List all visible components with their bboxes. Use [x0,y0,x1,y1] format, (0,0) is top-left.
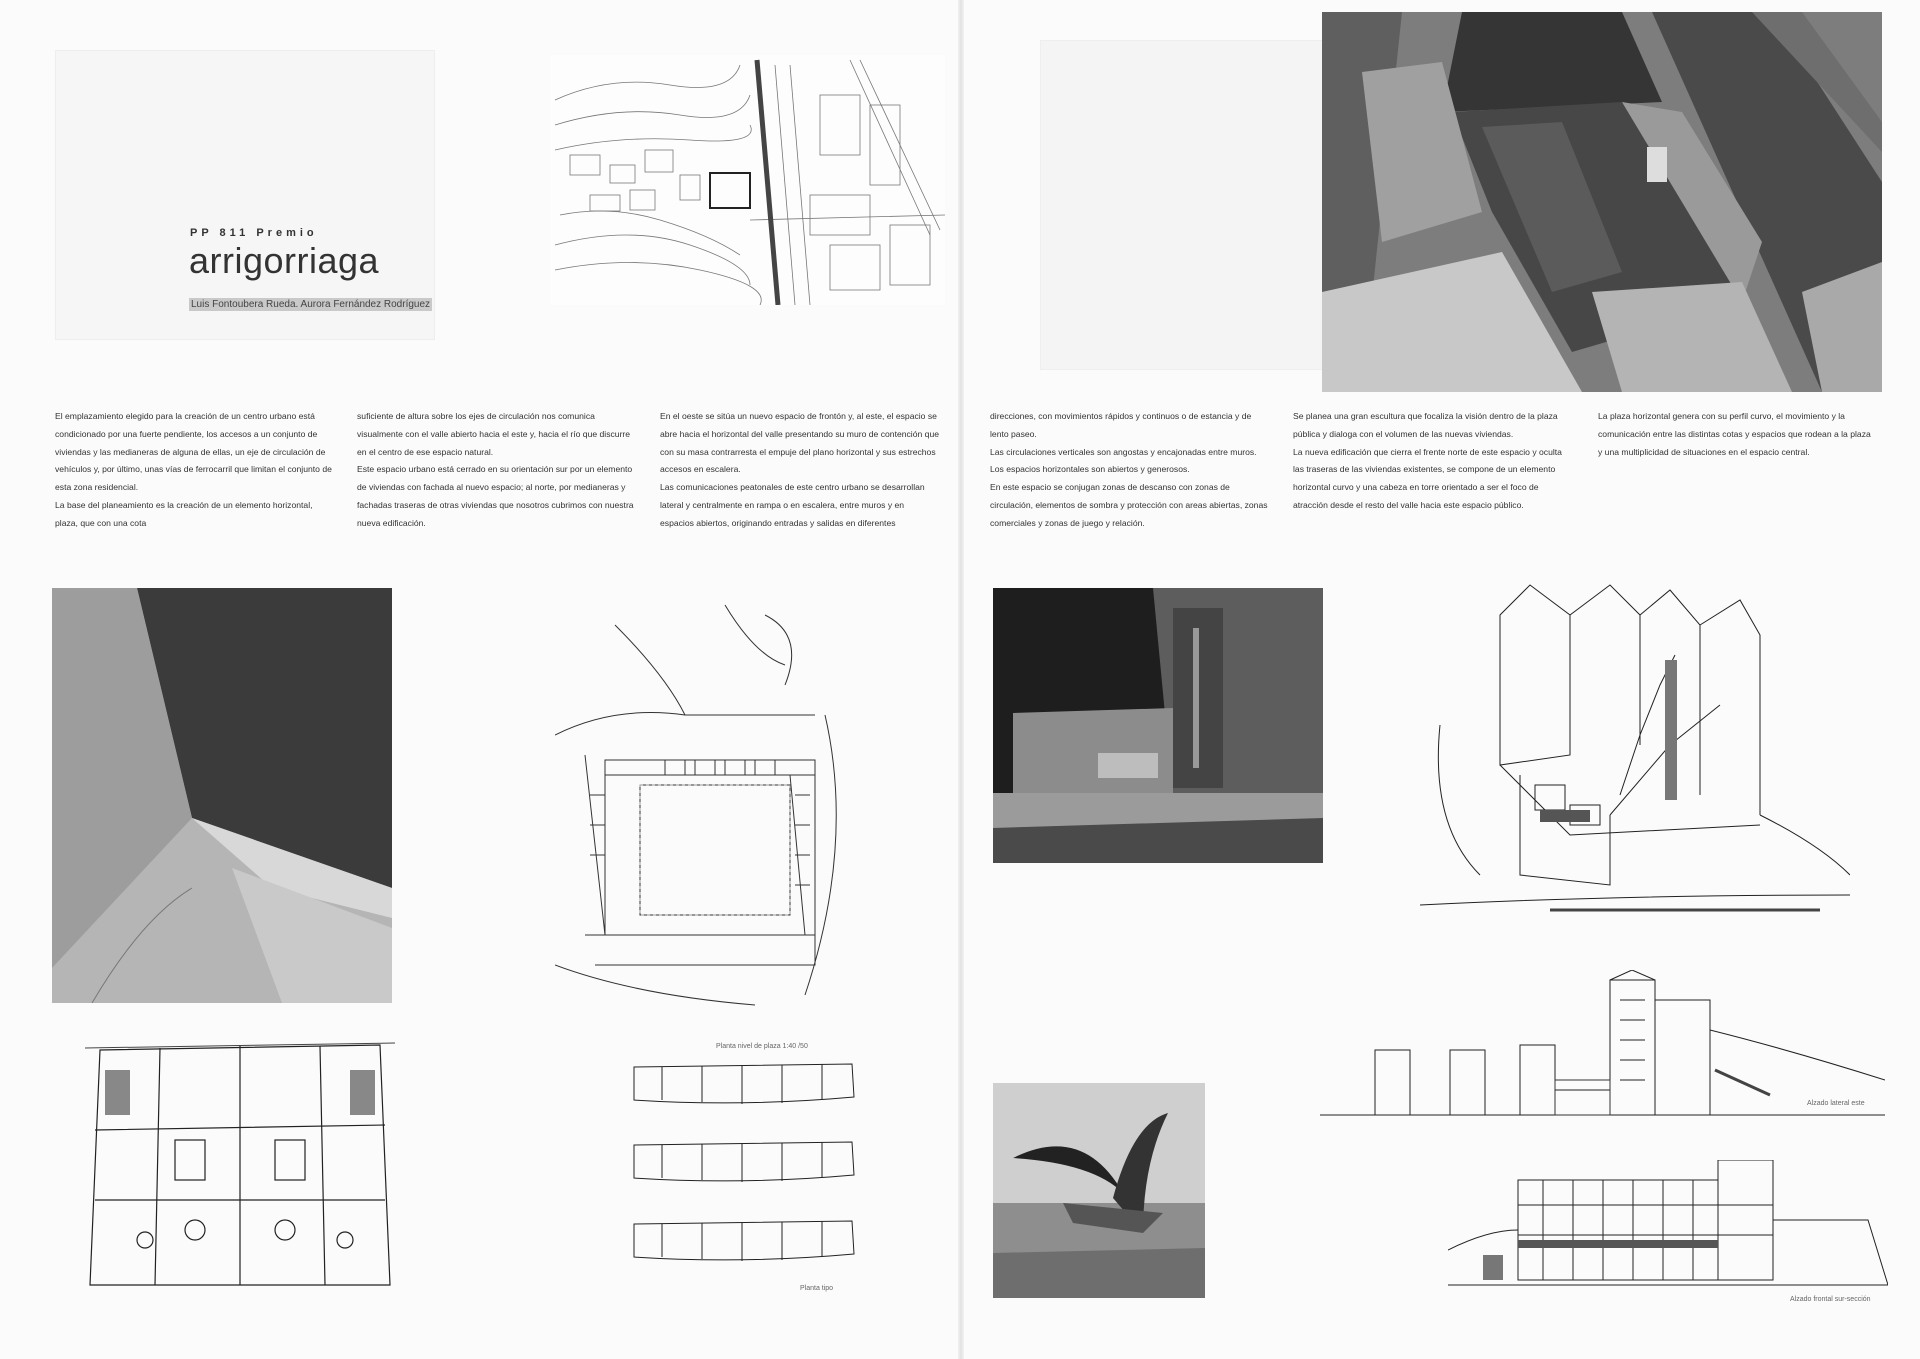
south-elevation-caption: Alzado frontal sur-sección [1790,1296,1871,1303]
sculpture-photo [993,1083,1205,1298]
bleed-through-shadow [1040,40,1330,370]
south-elevation-drawing [1448,1160,1888,1290]
axonometric-drawing [1420,575,1850,920]
wall-perspective-photo [52,588,392,1003]
paragraph: Las circulaciones verticales son angostas y encajonadas entre muros. [990,446,1257,457]
location-map-drawing [550,55,945,305]
body-text-column-5 [1293,408,1573,515]
paragraph: El emplazamiento elegido para la creación de un centro urbano está condicionado por una fuerte pendiente, los accesos a un conjunto de viviendas y las medianeras de alguna de ellas, un eje de circulación de vehículos y, por último, unas vías de ferrocarril que limitan el conjunto de esta zona residencial. [55,411,332,493]
paragraph: Las comunicaciones peatonales de este centro urbano se desarrollan lateral y centralmente en rampa o en escalera, entre muros y en espacios abiertos, originando entradas y salidas en diferentes [660,482,925,528]
paragraph: La plaza horizontal genera con su perfil curvo, el movimiento y la comunicación entre las distintas cotas y espacios que rodean a la plaza y una multiplicidad de situaciones en el espacio central. [1598,411,1871,457]
model-aerial-photo [1322,12,1882,392]
paragraph: Se planea una gran escultura que focaliza la visión dentro de la plaza pública y dialoga con el volumen de las nuevas viviendas. [1293,411,1558,439]
typical-plan-caption: Planta tipo [800,1285,834,1292]
body-text-column-2 [357,408,639,533]
paragraph: direcciones, con movimientos rápidos y continuos o de estancia y de lento paseo. [990,411,1252,439]
paragraph: En el oeste se sitúa un nuevo espacio de frontón y, al este, el espacio se abre hacia el horizontal del valle presentando su muro de contención que con su masa contrarresta el empuje del plano horizontal y sus estrechos accesos en escalera. [660,411,940,475]
dwelling-floor-plan [85,1040,395,1290]
authors-line: Luis Fontoubera Rueda. Aurora Fernández Rodríguez [191,299,431,310]
typical-floor-plans [632,1062,857,1272]
paragraph: La nueva edificación que cierra el frente norte de este espacio y oculta las traseras de las viviendas existentes, se compone de un elemento horizontal curvo y una cabeza en torre orientado a ser el foco de atracción desde el resto del valle hacia este espacio público. [1293,446,1562,510]
site-plan-caption: Planta nivel de plaza 1:40 /50 [716,1043,808,1050]
paragraph: Los espacios horizontales son abiertos y generosos. [990,464,1190,475]
project-title: arrigorriaga [189,240,380,281]
model-tower-photo [993,588,1323,863]
body-text-column-6 [1598,408,1873,461]
body-text-column-1 [55,408,333,533]
site-plan-drawing [555,595,865,1025]
body-text-column-3 [660,408,940,533]
paragraph: En este espacio se conjugan zonas de descanso con zonas de circulación, elementos de sombra y protección con areas abiertas, zonas comerciales y zonas de juego y relación. [990,482,1268,528]
bleed-through-shadow [55,50,435,340]
paragraph: suficiente de altura sobre los ejes de circulación nos comunica visualmente con el valle abierto hacia el este y, hacia el río que discurre en el centro de ese espacio natural. [357,411,631,457]
east-elevation-caption: Alzado lateral este [1807,1100,1865,1107]
award-kicker: PP 811 Premio [190,227,318,239]
east-elevation-drawing [1320,970,1885,1120]
page-gutter [958,0,964,1359]
paragraph: La base del planeamiento es la creación de un elemento horizontal, plaza, que con una cota [55,499,313,528]
body-text-column-4 [990,408,1270,533]
paragraph: Este espacio urbano está cerrado en su orientación sur por un elemento de viviendas con fachada al nuevo espacio; al norte, por medianeras y fachadas traseras de otras viviendas que nosotros cubrimos con nuestra nueva edificación. [357,464,634,528]
